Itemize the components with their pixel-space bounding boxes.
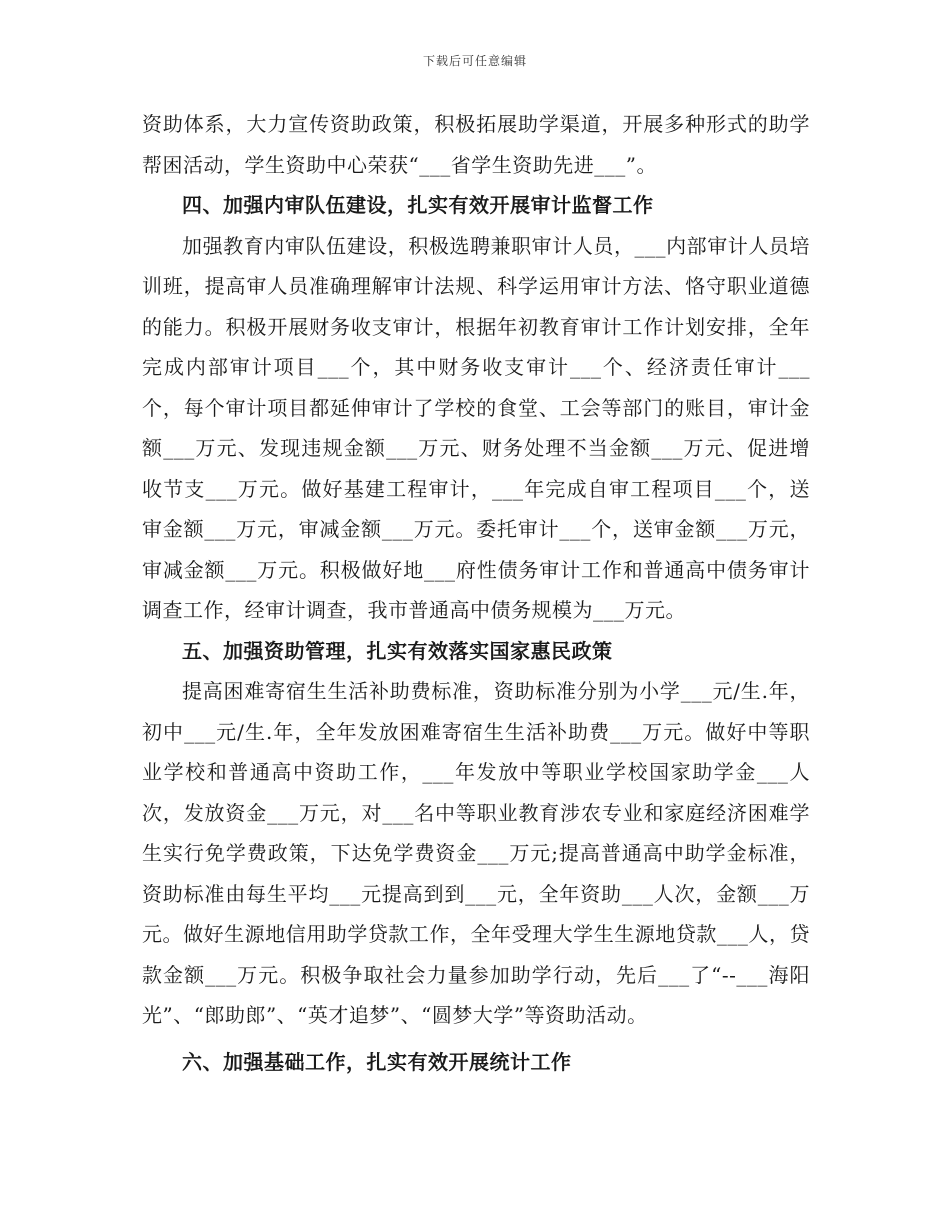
section-heading-6: 六、加强基础工作，扎实有效开展统计工作 [182,1049,572,1074]
section-paragraph-5: 提高困难寄宿生生活补助费标准，资助标准分别为小学___元/生.年，初中___元/生.年，全年发放困难寄宿生生活补助费___万元。做好中等职业学校和普通高中资助工作，___年发放中等职业学校国家助学金___人次，发放资金___万元，对___名中等职业教育涉农专业和家庭经济困难学生实行免学费政策，下达免学费资金___万元;提高普通高中助学金标准，资助标准由每生平均___元提高到到___元，全年资助___人次，金额___万元。做好生源地信用助学贷款工作，全年受理大学生生源地贷款___人，贷款金额___万元。积极争取社会力量参加助学行动，先后___了“--___海阳光”、“郎助郎”、“英才追梦”、“圆梦大学”等资助活动。 [142,679,810,1027]
section-heading-5: 五、加强资助管理，扎实有效落实国家惠民政策 [182,638,613,663]
intro-paragraph: 资助体系，大力宣传资助政策，积极拓展助学渠道，开展多种形式的助学帮困活动，学生资助中心荣获“___省学生资助先进___”。 [142,112,810,177]
section-heading-4: 四、加强内审队伍建设，扎实有效开展审计监督工作 [182,193,654,217]
section-paragraph-4: 加强教育内审队伍建设，积极选聘兼职审计人员，___内部审计人员培训班，提高审人员准确理解审计法规、科学运用审计方法、恪守职业道德的能力。积极开展财务收支审计，根据年初教育审计工作计划安排，全年完成内部审计项目___个，其中财务收支审计___个、经济责任审计___个，每个审计项目都延伸审计了学校的食堂、工会等部门的账目，审计金额___万元、发现违规金额___万元、财务处理不当金额___万元、促进增收节支___万元。做好基建工程审计，___年完成自审工程项目___个，送审金额___万元，审减金额___万元。委托审计___个，送审金额___万元，审减金额___万元。积极做好地___府性债务审计工作和普通高中债务审计调查工作，经审计调查，我市普通高中债务规模为___万元。 [142,233,810,622]
document-body [142,104,810,1082]
page-header: 下载后可任意编辑 [422,54,527,68]
